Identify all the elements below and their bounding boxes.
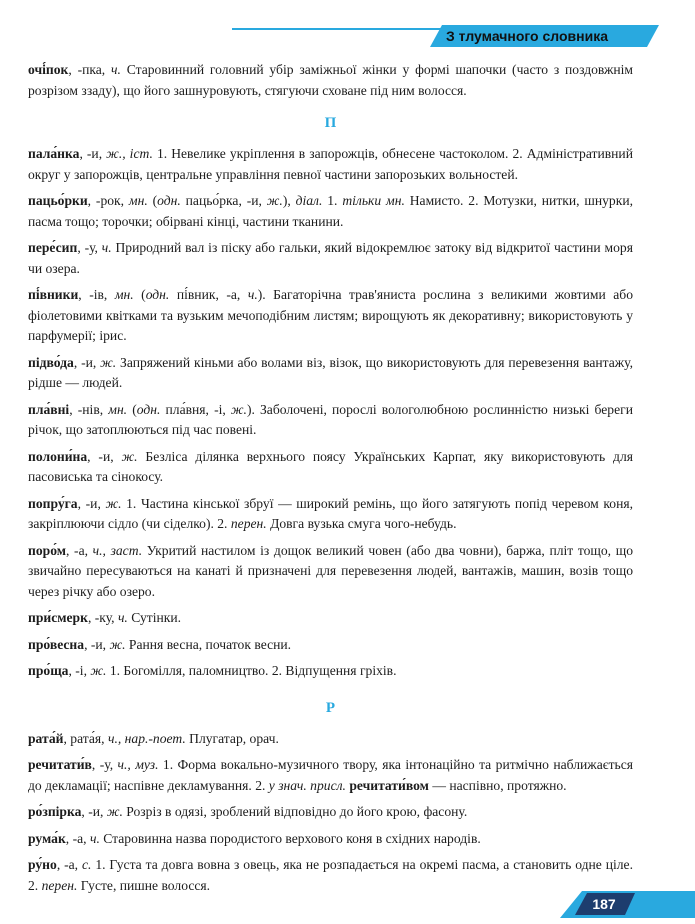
headword: підво́да	[28, 354, 74, 370]
entry-rumak: рума́к, -а, ч. Старовинна назва породистого верхового коня в східних народів.	[28, 830, 481, 846]
entry-ratai: рата́й, рата́я, ч., нар.-поет. Плугатар, орач.	[28, 730, 279, 746]
entry-porom: поро́м, -а, ч., заст. Укритий настилом із дощок великий човен (або два човни), баржа, пліт тощо, що звичайно пересуваються на канаті й призначені для перевезення людей, вантажів, машин, возів тощо через річку або озеро.	[28, 542, 633, 599]
entry-pivnyky: пі́вники, -ів, мн. (одн. пі́вник, -а, ч.). Багаторічна трав'яниста рослина з великими жовтими або фіолетовими квітками та вузьким мечоподібним листям; вирощують як декоративну; використовують у парфумерії; ірис.	[28, 287, 633, 343]
headword: пере́сип	[28, 240, 78, 255]
headword: рума́к	[28, 830, 66, 846]
entry-pidvoda: підво́да, -и, ж. Запряжений кіньми або волами віз, візок, що використовують для перевезення вантажу, рідше — людей.	[28, 354, 633, 390]
headword: при́смерк	[28, 610, 88, 625]
entry-polonyna: полони́на, -и, ж. Безліса ділянка верхнього поясу Українських Карпат, яку використовують для пасовиська та сінокосу.	[28, 448, 634, 484]
headword: очі́пок	[28, 62, 69, 77]
entry-proshcha: про́ща, -і, ж. 1. Богомілля, паломництво. 2. Відпущення гріхів.	[28, 663, 397, 678]
entry-palanka: пала́нка, -и, ж., іст. 1. Невелике укріплення в запорожців, обнесене частоколом. 2. Адміністративний округ у запорожців, центральне управління певної частини запорозьких вольностей.	[28, 146, 633, 182]
letter-heading-r: Р	[325, 699, 336, 716]
entry-ochipok: очі́пок, -пка, ч. Старовинний головний убір заміжньої жінки у формі шапочки (часто з поздовжнім розрізом ззаду), що його зашнуровують, стягуючи сховане під ним волосся.	[28, 62, 633, 98]
headword: полони́на	[28, 448, 88, 464]
headword: рата́й	[28, 730, 64, 746]
headword: речитати́в	[28, 757, 92, 772]
entry-peresyp: пере́сип, -у, ч. Природний вал із піску або гальки, який відокремлює затоку від відкритої частини моря чи озера.	[28, 240, 633, 276]
headword: попру́га	[28, 495, 78, 511]
headword: пі́вники	[28, 287, 79, 302]
headword: пла́вні	[28, 401, 70, 417]
headword: про́ща	[28, 663, 69, 678]
headword: про́весна	[28, 636, 85, 652]
dictionary-content	[28, 60, 633, 902]
page-header-title: З тлумачного словника	[446, 28, 608, 44]
entry-patsiorky: пацьо́рки, -рок, мн. (одн. пацьо́рка, -и, ж.), діал. 1. тільки мн. Намисто. 2. Мотузки, нитки, шнурки, пасма тощо; торочки; обірвані кінці, частини тканини.	[28, 193, 634, 229]
entry-plavni: пла́вні, -нів, мн. (одн. пла́вня, -і, ж.). Заболочені, порослі вологолюбною рослинністю низькі береги річок, що затоплюються під час повені.	[28, 401, 633, 437]
letter-heading-p: П	[324, 115, 337, 131]
headword: поро́м	[28, 542, 66, 558]
headword: пала́нка	[28, 146, 80, 161]
entry-runo: ру́но, -а, с. 1. Густа та довга вовна з овець, яка не розпадається на окремі пасма, а становить одне ціле. 2. перен. Густе, пишне волосся.	[28, 857, 633, 893]
entry-provesna: про́весна, -и, ж. Рання весна, початок весни.	[28, 636, 292, 652]
headword: ру́но	[28, 857, 57, 872]
headword: пацьо́рки	[28, 193, 88, 208]
entry-rozpirka: ро́зпірка, -и, ж. Розріз в одязі, зроблений відповідно до його крою, фасону.	[28, 804, 468, 819]
entry-rechytatyv: речитати́в, -у, ч., муз. 1. Форма вокально-музичного твору, яка інтонаційно та ритмічно наближається до декламації; наспівне декламування. 2. у знач. присл. речитати́вом — наспівно, протяжно.	[28, 757, 633, 793]
entry-popruha: попру́га, -и, ж. 1. Частина кінської збруї — широкий ремінь, що його затягують попід черевом коня, закріплюючи сідло (чи сіделко). 2. перен. Довга вузька смуга чого-небудь.	[28, 495, 633, 531]
headword: ро́зпірка	[28, 804, 82, 819]
page-number: 187	[592, 896, 616, 912]
entry-prysmerk: при́смерк, -ку, ч. Сутінки.	[28, 610, 182, 625]
